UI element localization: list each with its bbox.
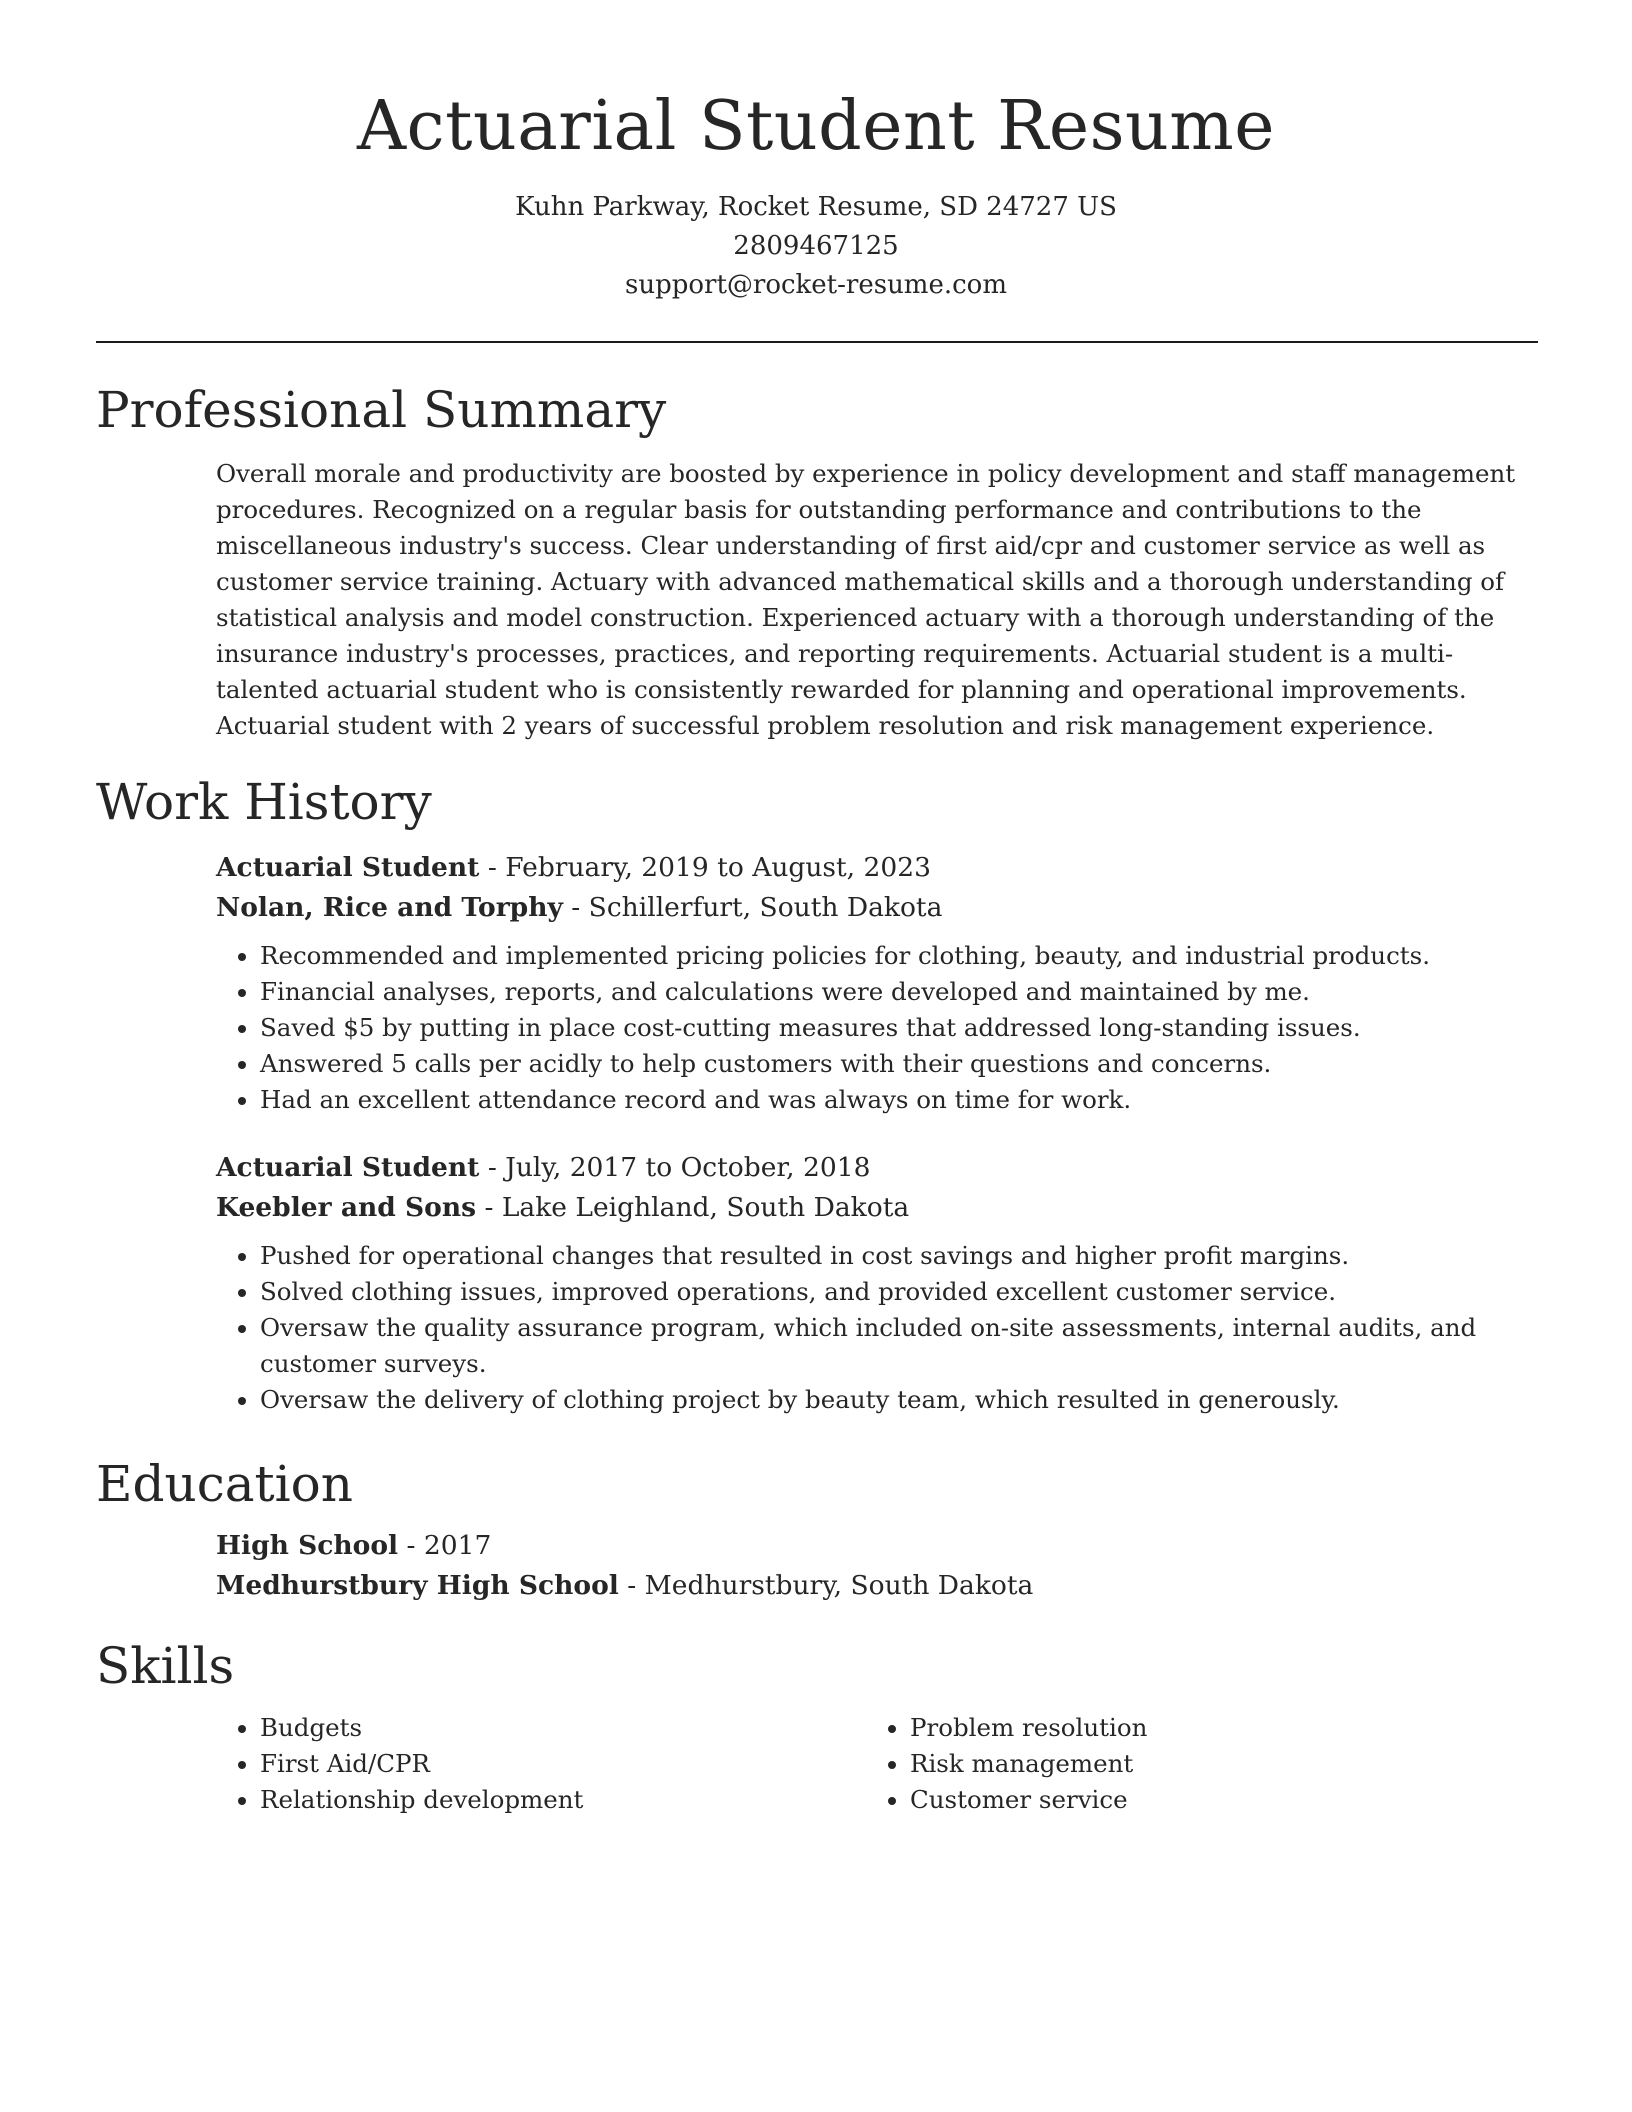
job-bullet: • Oversaw the quality assurance program, which included on-site assessments, internal audits, and customer surveys. (260, 1310, 1538, 1382)
education-heading: Education (96, 1455, 353, 1513)
header-divider (96, 341, 1538, 343)
skills-heading: Skills (96, 1637, 235, 1695)
job-location: - Schillerfurt, South Dakota (562, 892, 943, 923)
job-title-line (216, 848, 1538, 888)
summary-heading: Professional Summary (96, 381, 667, 439)
job-company: Keebler and Sons (216, 1192, 477, 1223)
resume-header (0, 0, 1632, 305)
job-title: Actuarial Student (216, 852, 480, 883)
work-history-heading: Work History (96, 773, 432, 831)
skill-item: • Problem resolution (910, 1710, 1516, 1746)
job-bullet: • Pushed for operational changes that resulted in cost savings and higher profit margins. (260, 1238, 1538, 1274)
skill-item: • Relationship development (260, 1782, 866, 1818)
job-location: - Lake Leighland, South Dakota (476, 1192, 910, 1223)
summary-body (216, 456, 1538, 744)
job-bullet: • Solved clothing issues, improved operations, and provided excellent customer service. (260, 1274, 1538, 1310)
job-bullets (216, 938, 1538, 1118)
resume-title: Actuarial Student Resume (356, 87, 1276, 166)
job-bullet: • Recommended and implemented pricing policies for clothing, beauty, and industrial products. (260, 938, 1538, 974)
job-bullets (216, 1238, 1538, 1418)
skill-item: • Budgets (260, 1710, 866, 1746)
skills-column-left (216, 1710, 866, 1818)
job-company: Nolan, Rice and Torphy (216, 892, 563, 923)
contact-address: Kuhn Parkway, Rocket Resume, SD 24727 US (515, 192, 1117, 222)
education-degree-line (216, 1526, 1538, 1566)
education-location: - Medhurstbury, South Dakota (618, 1570, 1034, 1601)
job-dates: - July, 2017 to October, 2018 (479, 1152, 871, 1183)
education-body (216, 1526, 1538, 1606)
job-title-line (216, 1148, 1538, 1188)
job-bullet: • Financial analyses, reports, and calculations were developed and maintained by me. (260, 974, 1538, 1010)
work-history-body (216, 848, 1538, 1418)
job-bullet: • Saved $5 by putting in place cost-cutting measures that addressed long-standing issues. (260, 1010, 1538, 1046)
education-school-line (216, 1566, 1538, 1606)
job-title: Actuarial Student (216, 1152, 480, 1183)
job-entry (216, 1148, 1538, 1418)
skills-section (96, 1634, 1538, 1818)
summary-section (96, 378, 1538, 744)
skills-column-right (866, 1710, 1516, 1818)
summary-text: Overall morale and productivity are boosted by experience in policy development and staff management procedures. Recognized on a regular basis for outstanding performance and contributions to the miscellaneous industry's success. Clear understanding of first aid/cpr and customer service as well as customer service training. Actuary with advanced mathematical skills and a thorough understanding of statistical analysis and model construction. Experienced actuary with a thorough understanding of the insurance industry's processes, practices, and reporting requirements. Actuarial student is a multi-talented actuarial student who is consistently rewarded for planning and operational improvements. Actuarial student with 2 years of successful problem resolution and risk management experience. (216, 459, 1516, 740)
education-section (96, 1452, 1538, 1606)
skills-body (216, 1710, 1538, 1818)
skill-item: • First Aid/CPR (260, 1746, 866, 1782)
job-bullet: • Oversaw the delivery of clothing project by beauty team, which resulted in generously. (260, 1382, 1538, 1418)
job-bullet: • Answered 5 calls per acidly to help customers with their questions and concerns. (260, 1046, 1538, 1082)
contact-phone: 2809467125 (733, 231, 899, 261)
work-history-section (96, 770, 1538, 1418)
job-bullet: • Had an excellent attendance record and was always on time for work. (260, 1082, 1538, 1118)
job-entry (216, 848, 1538, 1118)
job-company-line (216, 1188, 1538, 1228)
contact-email: support@rocket-resume.com (624, 270, 1007, 300)
contact-info (0, 188, 1632, 305)
education-school: Medhurstbury High School (216, 1570, 619, 1601)
education-degree: High School (216, 1530, 399, 1561)
job-company-line (216, 888, 1538, 928)
skills-grid (216, 1710, 1538, 1818)
skill-item: • Risk management (910, 1746, 1516, 1782)
education-year: - 2017 (398, 1530, 492, 1561)
job-dates: - February, 2019 to August, 2023 (479, 852, 931, 883)
skill-item: • Customer service (910, 1782, 1516, 1818)
